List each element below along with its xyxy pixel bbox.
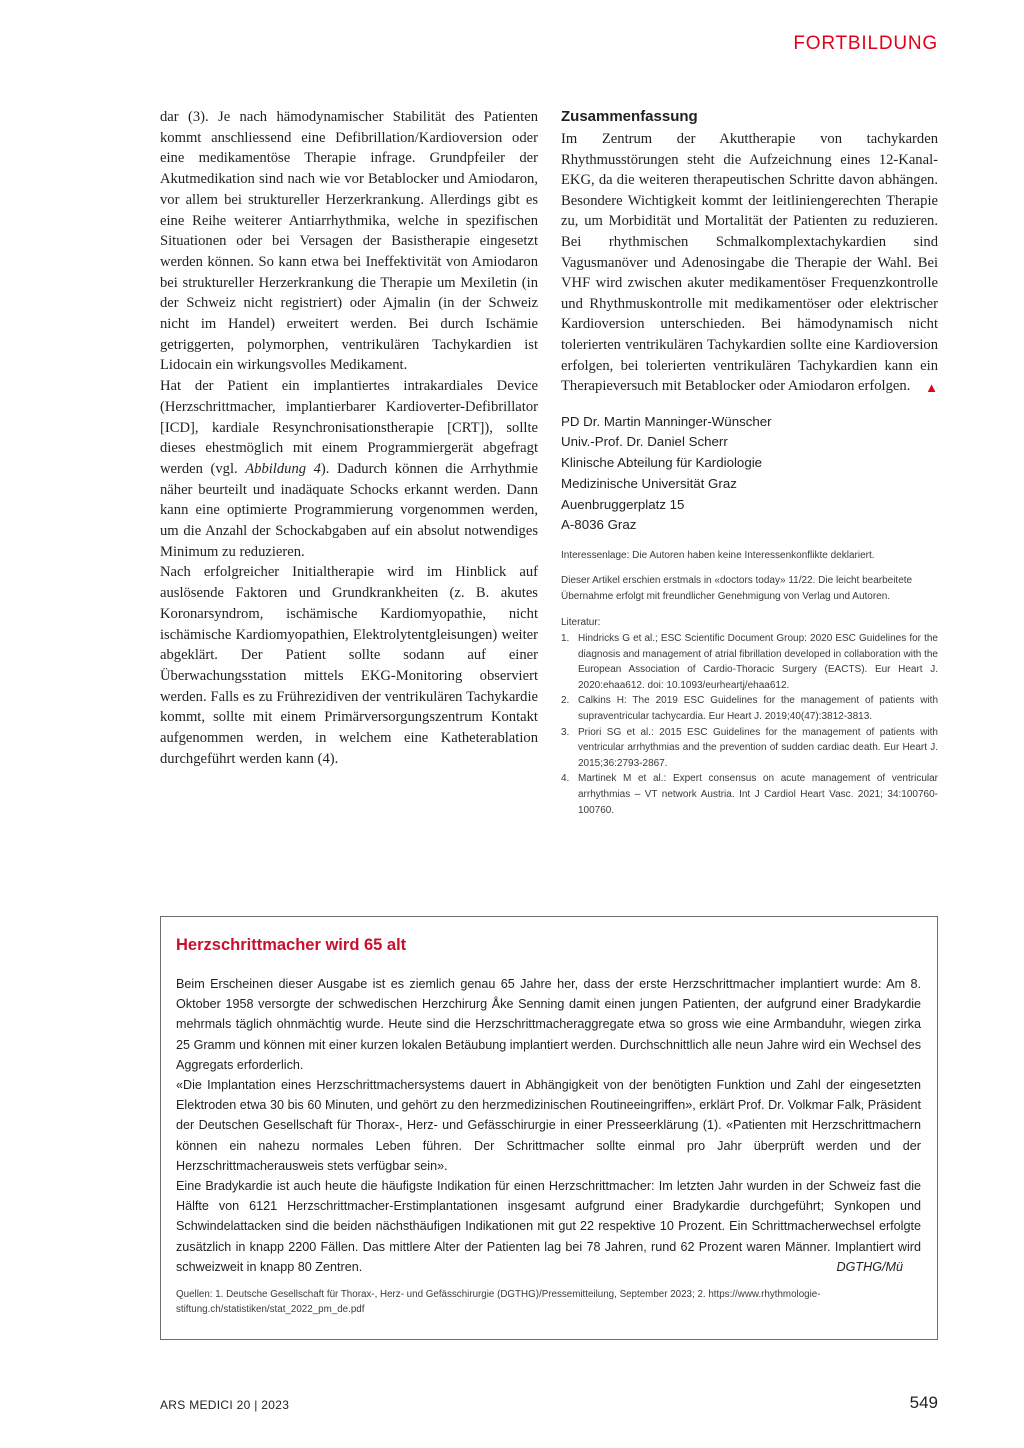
end-triangle-icon: ▲ bbox=[925, 380, 938, 396]
left-paragraph-3: Nach erfolgreicher Initialtherapie wird im Hinblick auf auslösende Faktoren und Grundkrankheiten (z. B. akutes Koronarsyndrom, ischämische Kardiomyopathie, nicht ischämische Kardiomyopathien, Elektrolytentgleisungen) weiter abgeklärt. Der Patient sollte sodann auf einer Überwachungsstation mittels EKG-Monitoring observiert werden. Falls es zu Frührezidiven der ventrikulären Tachykardie kommt, sollte mit einem Primärversorgungszentrum Kontakt aufgenommen werden, in welchem eine Katheterablation durchgeführt werden kann (4). bbox=[160, 564, 538, 767]
literature-item bbox=[561, 725, 938, 772]
info-box-body bbox=[176, 974, 921, 1277]
author-block bbox=[561, 412, 938, 536]
conflict-note: Interessenlage: Die Autoren haben keine Interessenkonflikte deklariert. bbox=[561, 549, 875, 561]
info-box-signature: DGTHG/Mü bbox=[836, 1259, 903, 1274]
left-paragraph-2-text-b: ). Dadurch können die Arrhythmie näher beurteilt und inadäquate Schocks erkannt werden. Dann kann eine optimierte Programmierung vorgenommen werden, um die Anzahl der Schockabgaben auf ein absolut notwendiges Minimum zu reduzieren. bbox=[160, 460, 538, 560]
right-column bbox=[561, 107, 938, 818]
info-box bbox=[160, 916, 938, 1340]
literature-list bbox=[561, 631, 938, 818]
author-line: PD Dr. Martin Manninger-Wünscher bbox=[561, 413, 772, 429]
literature-text: Martinek M et al.: Expert consensus on acute management of ventricular arrhythmias – VT network Austria. Int J Cardiol Heart Vasc. 2021; 34:100760-100760. bbox=[578, 773, 938, 816]
journal-footer: ARS MEDICI 20 | 2023 bbox=[160, 1398, 290, 1412]
author-line: Klinische Abteilung für Kardiologie bbox=[561, 455, 763, 471]
info-box-paragraph-2: «Die Implantation eines Herzschrittmachersystems dauert in Abhängigkeit von der benötigten Funktion und Zahl der eingesetzten Elektroden etwa 30 bis 60 Minuten, und gehört zu den herzmedizinischen Routineeingriffen», erklärt Prof. Dr. Volkmar Falk, Präsident der Deutschen Gesellschaft für Thorax-, Herz- und Gefässchirurgie in einer Presseerklärung (1). «Patienten mit Herzschrittmachern können ein nahezu normales Leben führen. Der Schrittmacher sollte einmal pro Jahr überprüft werden und der Herzschrittmacherausweis stets verfügbar sein». bbox=[176, 1078, 921, 1173]
figure-reference: Abbildung 4 bbox=[245, 460, 321, 477]
left-paragraph-1: dar (3). Je nach hämodynamischer Stabilität des Patienten kommt anschliessend eine Defibrillation/Kardioversion oder eine medikamentöse Therapie infrage. Grundpfeiler der Akutmedikation sind nach wie vor Betablocker und Amiodaron, vor allem bei struktureller Herzerkrankung. Allerdings gibt es eine Reihe weiterer Antiarrhythmika, welche in spezifischen Situationen oder bei Versagen der Basistherapie eingesetzt werden können. So kann etwa bei Ineffektivität von Amiodaron bei struktureller Herzerkrankung die Therapie um Mexiletin (in der Schweiz nicht registriert) oder Ajmalin (in der Schweiz nicht im Handel) erweitert werden. Bei durch Ischämie getriggerten, polymorphen, ventrikulären Tachykardien ist Lidocain ein wirkungsvolles Medikament. bbox=[160, 109, 538, 374]
info-box-sources: Quellen: 1. Deutsche Gesellschaft für Thorax-, Herz- und Gefässchirurgie (DGTHG)/Pressemitteilung, September 2023; 2. https://www.rhythmologie-stiftung.ch/statistiken/stat_2022_pm_de.pdf bbox=[176, 1289, 821, 1315]
left-paragraph-2 bbox=[160, 376, 538, 562]
info-box-paragraph-1: Beim Erscheinen dieser Ausgabe ist es ziemlich genau 65 Jahre her, dass der erste Herzschrittmacher implantiert wurde: Am 8. Oktober 1958 versorgte der schwedischen Herzchirurg Åke Senning damit einen jungen Patienten, der aufgrund einer Bradykardie mehrmals täglich ohnmächtig wurde. Heute sind die Herzschrittmacheraggregate etwa so gross wie eine Armbanduhr, wiegen zirka 25 Gramm und können mit einer kurzen lokalen Betäubung implantiert werden. Durchschnittlich alle neun Jahre wird ein Wechsel des Aggregats erforderlich. bbox=[176, 977, 921, 1072]
info-box-paragraph-3-text: Eine Bradykardie ist auch heute die häufigste Indikation für einen Herzschrittmacher: Im letzten Jahr wurden in der Schweiz fast die Hälfte von 6121 Herzschrittmacher-Erstimplantationen insgesamt aufgrund einer Bradykardie durchgeführt; Synkopen und Schwindelattacken sind die beiden nächsthäufigen Indikationen mit gut 22 respektive 10 Prozent. Ein Schrittmacherwechsel erfolgte zusätzlich in knapp 2200 Fällen. Das mittlere Alter der Patienten lag bei 78 Jahren, rund 62 Prozent waren Männer. Implantiert wird schweizweit in knapp 80 Zentren. bbox=[176, 1179, 921, 1274]
literature-text: Priori SG et al.: 2015 ESC Guidelines for the management of patients with ventricular arrhythmias and the prevention of sudden cardiac death. Eur Heart J. 2015;36:2793-2867. bbox=[578, 726, 938, 769]
author-line: A-8036 Graz bbox=[561, 517, 637, 533]
section-label: FORTBILDUNG bbox=[793, 33, 938, 54]
left-paragraph-2-text-a: Hat der Patient ein implantiertes intrakardiales Device (Herzschrittmacher, implantierbarer Kardioverter-Defibrillator [ICD], kardiale Resynchronisationstherapie [CRT]), sollte dieses ehestmöglich mit einem Programmiergerät abgefragt werden (vgl. bbox=[160, 378, 538, 477]
literature-item bbox=[561, 771, 938, 818]
author-line: Auenbruggerplatz 15 bbox=[561, 496, 685, 512]
author-line: Univ.-Prof. Dr. Daniel Scherr bbox=[561, 434, 728, 450]
summary-heading: Zusammenfassung bbox=[561, 108, 698, 125]
literature-item bbox=[561, 693, 938, 724]
literature-item bbox=[561, 631, 938, 693]
literature-number: 3. bbox=[561, 726, 570, 738]
literature-text: Calkins H: The 2019 ESC Guidelines for the management of patients with supraventricular tachycardia. Eur Heart J. 2019;40(47):3812-3813. bbox=[578, 695, 938, 722]
literature-number: 1. bbox=[561, 633, 570, 645]
author-line: Medizinische Universität Graz bbox=[561, 475, 737, 491]
summary-body bbox=[561, 129, 938, 397]
left-column bbox=[160, 107, 538, 770]
literature-number: 2. bbox=[561, 695, 570, 707]
origin-note: Dieser Artikel erschien erstmals in «doctors today» 11/22. Die leicht bearbeitete Übernahme erfolgt mit freundlicher Genehmigung von Verlag und Autoren. bbox=[561, 575, 913, 602]
literature-title: Literatur: bbox=[561, 617, 601, 629]
info-box-title: Herzschrittmacher wird 65 alt bbox=[176, 936, 407, 954]
info-box-paragraph-3 bbox=[176, 1176, 921, 1277]
page-number: 549 bbox=[909, 1393, 938, 1412]
literature-text: Hindricks G et al.; ESC Scientific Document Group: 2020 ESC Guidelines for the diagnosis and management of atrial fibrillation developed in collaboration with the European Association of Cardio-Thoracic Surgery (EACTS). Eur Heart J. 2020:ehaa612. doi: 10.1093/eurheartj/ehaa612. bbox=[578, 633, 938, 691]
literature-number: 4. bbox=[561, 773, 570, 785]
summary-text: Im Zentrum der Akuttherapie von tachykarden Rhythmusstörungen steht die Aufzeichnung eines 12-Kanal-EKG, da die weiteren therapeutischen Schritte davon abhängen. Besondere Wichtigkeit kommt der leitliniengerechten Therapie zu, um Morbidität und Mortalität der Patienten zu reduzieren. Bei rhythmischen Schmalkomplextachykardien sind Vagusmanöver und Adenosingabe die Therapie der Wahl. Bei VHF wird zwischen akuter medikamentöser Frequenzkontrolle und Rhythmuskontrolle mit medikamentöser oder elektrischer Kardioversion unterschieden. Bei hämodynamisch nicht tolerierten ventrikulären Tachykardien sollte eine Kardioversion erfolgen, bei tolerierten ventrikulären Tachykardien kann ein Therapieversuch mit Betablocker oder Amiodaron erfolgen. bbox=[561, 131, 938, 395]
